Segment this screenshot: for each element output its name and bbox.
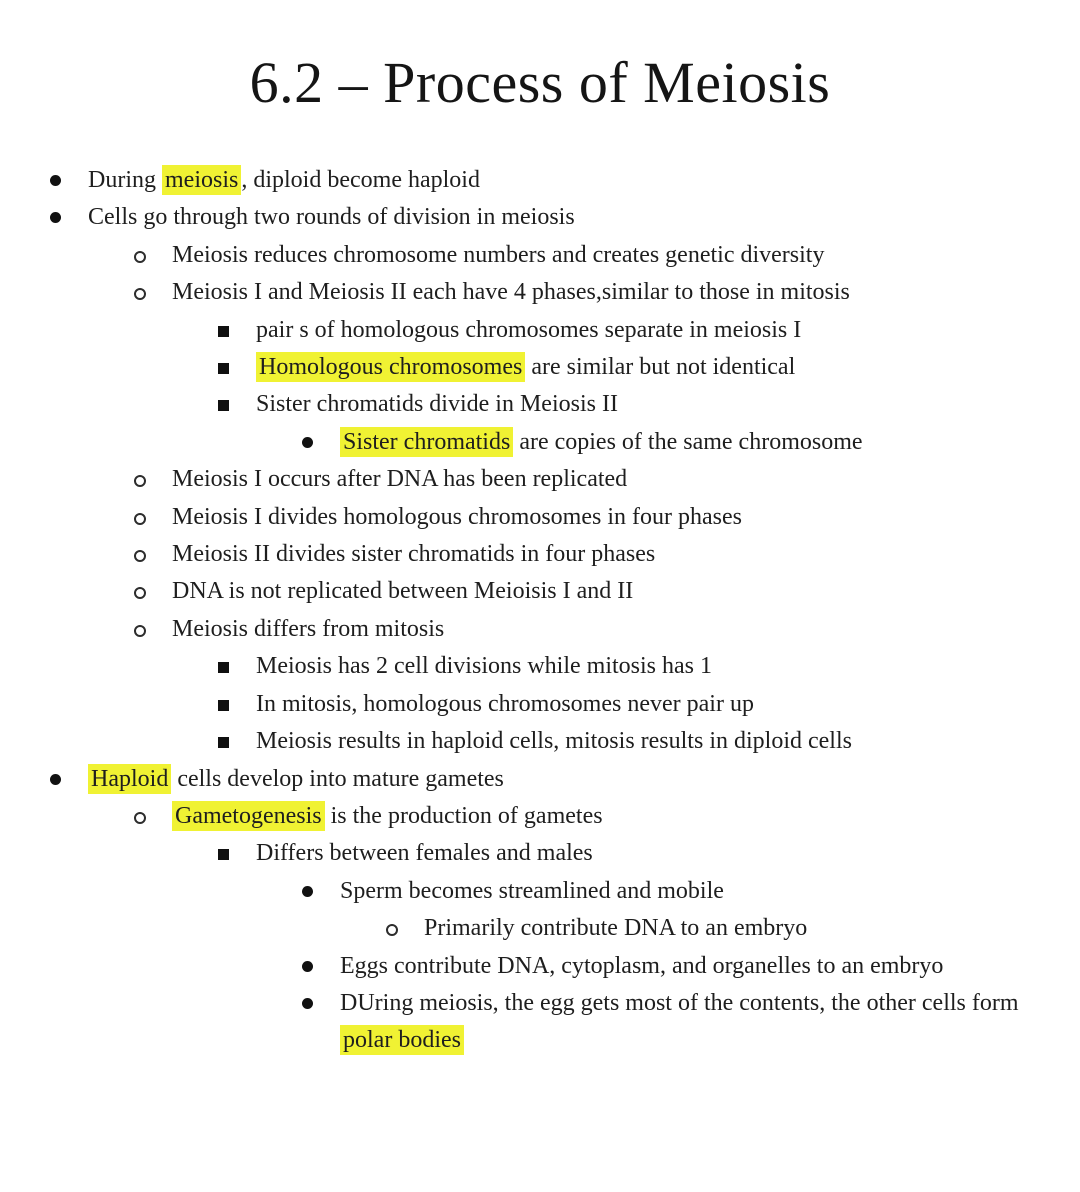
text-segment: Meiosis has 2 cell divisions while mitosis has 1	[256, 653, 712, 680]
circle-bullet-icon	[134, 625, 146, 637]
text-segment: Meiosis I divides homologous chromosomes in four phases	[172, 503, 742, 530]
list-item-text	[256, 840, 593, 866]
list-item	[0, 948, 1054, 985]
text-segment: are copies of the same chromosome	[513, 428, 863, 455]
list-item-text	[172, 242, 824, 268]
list-item	[0, 798, 1054, 835]
list-item	[0, 274, 1054, 311]
text-segment: Primarily contribute DNA to an embryo	[424, 915, 808, 942]
list-item	[0, 611, 1054, 648]
text-segment: Sperm becomes streamlined and mobile	[340, 877, 724, 904]
text-segment: In mitosis, homologous chromosomes never pair up	[256, 690, 754, 717]
list-item	[0, 910, 1054, 947]
list-item-text	[172, 466, 627, 492]
list-item-text	[88, 764, 504, 794]
text-segment: Meiosis I occurs after DNA has been replicated	[172, 466, 628, 493]
disc-bullet-icon	[302, 886, 313, 897]
text-segment: Differs between females and males	[256, 840, 593, 867]
list-item	[0, 761, 1054, 798]
disc-bullet-icon	[302, 437, 313, 448]
list-item	[0, 835, 1054, 872]
text-segment: Cells go through two rounds of division in meiosis	[88, 204, 575, 231]
text-segment: DNA is not replicated between Meioisis I and II	[172, 578, 634, 605]
list-item	[0, 985, 1054, 1060]
notes-list	[0, 162, 1080, 1060]
square-bullet-icon	[218, 363, 229, 374]
text-segment: are similar but not identical	[525, 354, 796, 381]
list-item-text	[172, 279, 850, 305]
list-item-text	[340, 990, 1019, 1055]
list-item	[0, 499, 1054, 536]
list-item-text	[340, 427, 863, 457]
list-item	[0, 461, 1054, 498]
circle-bullet-icon	[386, 924, 398, 936]
disc-bullet-icon	[50, 175, 61, 186]
highlighted-term: Gametogenesis	[172, 801, 325, 831]
square-bullet-icon	[218, 737, 229, 748]
list-item-text	[172, 541, 655, 567]
circle-bullet-icon	[134, 812, 146, 824]
list-item-text	[340, 953, 943, 979]
text-segment: Meiosis results in haploid cells, mitosis results in diploid cells	[256, 728, 852, 755]
text-segment: Meiosis I and Meiosis II each have 4 phases,similar to those in mitosis	[172, 279, 850, 306]
text-segment: cells develop into mature gametes	[171, 765, 504, 792]
square-bullet-icon	[218, 326, 229, 337]
list-item	[0, 723, 1054, 760]
list-item	[0, 386, 1054, 423]
text-segment: Eggs contribute DNA, cytoplasm, and organelles to an embryo	[340, 952, 944, 979]
circle-bullet-icon	[134, 587, 146, 599]
list-item-text	[172, 616, 444, 642]
list-item-text	[256, 317, 801, 343]
highlighted-term: meiosis	[162, 165, 241, 195]
text-segment: During	[88, 167, 162, 193]
list-item-text	[256, 653, 712, 679]
list-item-text	[340, 878, 724, 904]
text-segment: pair s of homologous chromosomes separate in meiosis I	[256, 316, 802, 343]
disc-bullet-icon	[50, 212, 61, 223]
list-item	[0, 237, 1054, 274]
list-item-text	[256, 391, 618, 417]
list-item	[0, 312, 1054, 349]
circle-bullet-icon	[134, 475, 146, 487]
list-item	[0, 199, 1054, 236]
text-segment: , diploid become haploid	[241, 167, 480, 193]
list-item-text	[256, 352, 795, 382]
square-bullet-icon	[218, 849, 229, 860]
square-bullet-icon	[218, 662, 229, 673]
circle-bullet-icon	[134, 288, 146, 300]
disc-bullet-icon	[50, 774, 61, 785]
list-item-text	[172, 578, 633, 604]
circle-bullet-icon	[134, 550, 146, 562]
list-item-text	[88, 204, 575, 230]
list-item-text	[256, 728, 852, 754]
circle-bullet-icon	[134, 251, 146, 263]
highlighted-term: Homologous chromosomes	[256, 352, 525, 382]
list-item	[0, 873, 1054, 910]
page-title: 6.2 – Process of Meiosis	[249, 50, 831, 115]
text-segment: Sister chromatids divide in Meiosis II	[256, 391, 618, 418]
list-item	[0, 648, 1054, 685]
list-item	[0, 424, 1054, 461]
text-segment: DUring meiosis, the egg gets most of the contents, the other cells form	[340, 989, 1019, 1016]
disc-bullet-icon	[302, 961, 313, 972]
circle-bullet-icon	[134, 513, 146, 525]
list-item	[0, 349, 1054, 386]
list-item-text	[424, 915, 807, 941]
list-item-text	[172, 801, 603, 831]
list-item	[0, 162, 1054, 199]
list-item	[0, 686, 1054, 723]
square-bullet-icon	[218, 700, 229, 711]
text-segment: Meiosis differs from mitosis	[172, 615, 445, 642]
list-item-text	[172, 504, 742, 530]
text-segment: Meiosis reduces chromosome numbers and creates genetic diversity	[172, 241, 825, 268]
highlighted-term: polar bodies	[340, 1025, 464, 1055]
square-bullet-icon	[218, 400, 229, 411]
list-item	[0, 536, 1054, 573]
list-item-text	[256, 691, 754, 717]
list-item-text	[88, 165, 480, 195]
highlighted-term: Sister chromatids	[340, 427, 513, 457]
text-segment: Meiosis II divides sister chromatids in four phases	[172, 541, 656, 568]
disc-bullet-icon	[302, 998, 313, 1009]
text-segment: is the production of gametes	[324, 802, 603, 829]
list-item	[0, 573, 1054, 610]
highlighted-term: Haploid	[88, 764, 171, 794]
